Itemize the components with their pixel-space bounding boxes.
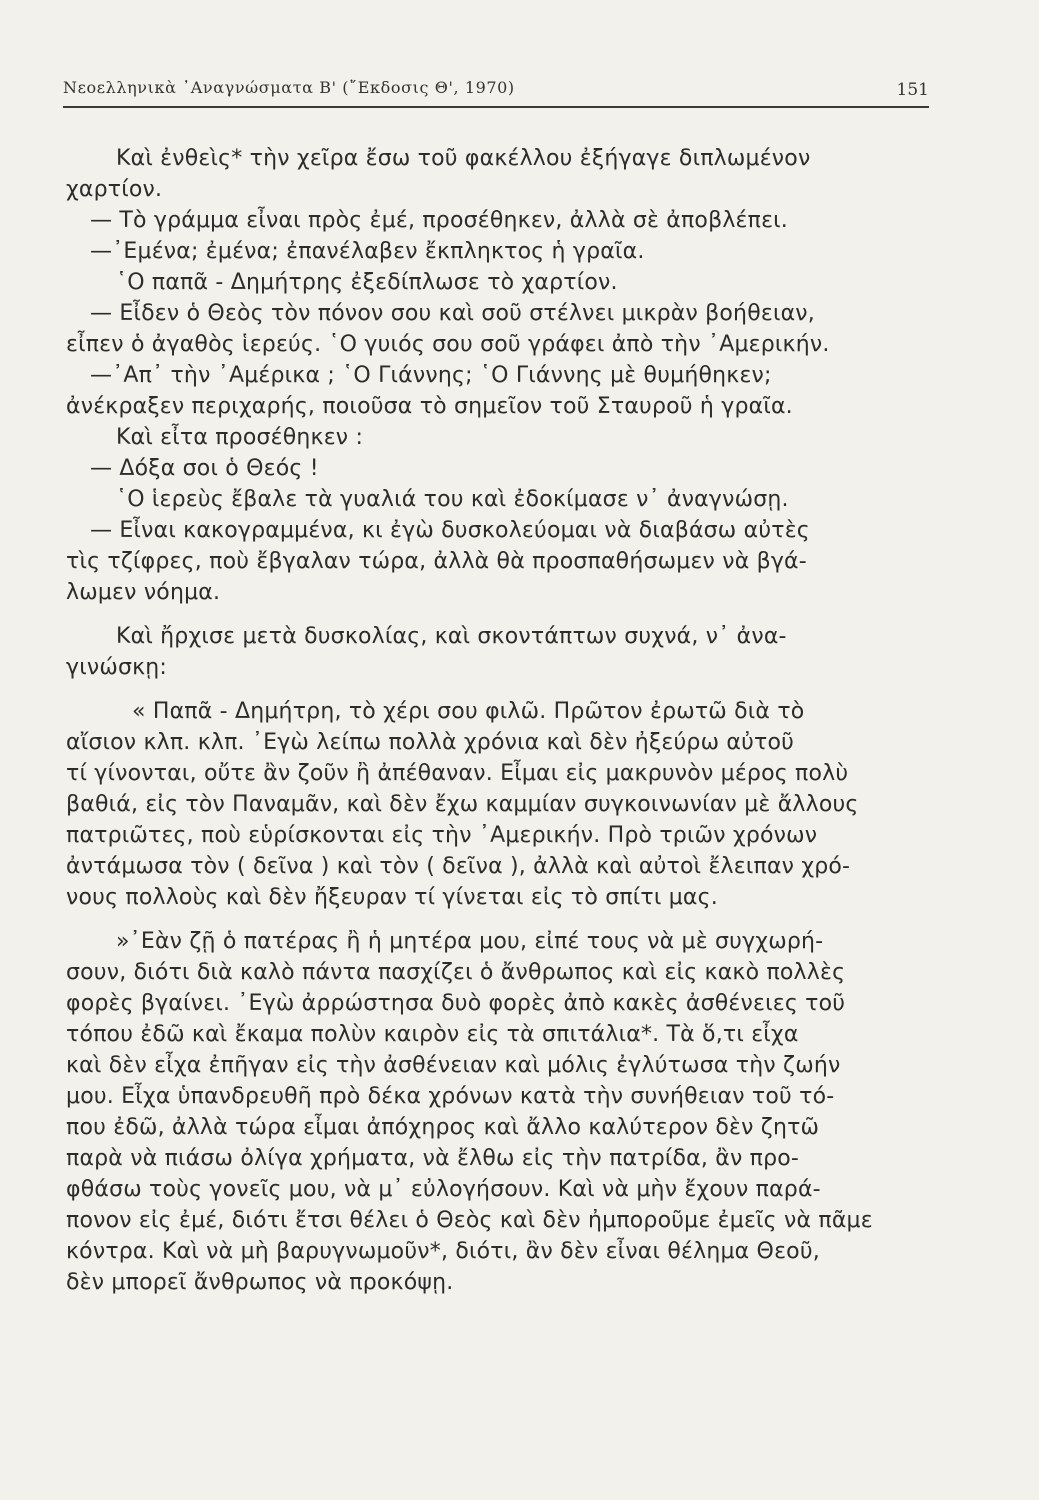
text-line: καὶ δὲν εἶχα ἐπῆγαν εἰς τὴν ἀσθένειαν καὶ μόλις ἐγλύτωσα τὴν ζωήν bbox=[66, 1053, 841, 1078]
text-line: που ἐδῶ, ἀλλὰ τώρα εἶμαι ἀπόχηρος καὶ ἄλλο καλύτερον δὲν ζητῶ bbox=[66, 1115, 820, 1140]
text-line: « Παπᾶ - Δημήτρη, τὸ χέρι σου φιλῶ. Πρῶτον ἐρωτῶ διὰ τὸ bbox=[132, 699, 805, 724]
text-line: βαθιά, εἰς τὸν Παναμᾶν, καὶ δὲν ἔχω καμμίαν συγκοινωνίαν μὲ ἄλλους bbox=[66, 792, 859, 817]
text-line: παρὰ νὰ πιάσω ὀλίγα χρήματα, νὰ ἔλθω εἰς τὴν πατρίδα, ἂν προ- bbox=[66, 1146, 800, 1171]
text-line: Καὶ εἶτα προσέθηκεν : bbox=[116, 425, 364, 450]
text-line: — Εἶναι κακογραμμένα, κι ἐγὼ δυσκολεύομαι νὰ διαβάσω αὐτὲς bbox=[90, 518, 810, 543]
text-line: — Δόξα σοι ὁ Θεός ! bbox=[90, 456, 319, 481]
text-line: λωμεν νόημα. bbox=[66, 580, 221, 605]
text-line: σουν, διότι διὰ καλὸ πάντα πασχίζει ὁ ἄνθρωπος καὶ εἰς κακὸ πολλὲς bbox=[66, 960, 846, 985]
text-line: γινώσκῃ: bbox=[66, 655, 168, 680]
text-line: δὲν μπορεῖ ἄνθρωπος νὰ προκόψῃ. bbox=[66, 1270, 454, 1295]
text-line: — Εἶδεν ὁ Θεὸς τὸν πόνον σου καὶ σοῦ στέλνει μικρὰν βοήθειαν, bbox=[90, 301, 815, 326]
text-line: τόπου ἐδῶ καὶ ἔκαμα πολὺν καιρὸν εἰς τὰ σπιτάλια*. Τὰ ὅ,τι εἶχα bbox=[66, 1022, 799, 1047]
text-line: εἶπεν ὁ ἀγαθὸς ἱερεύς. ῾Ο γυιός σου σοῦ γράφει ἀπὸ τὴν ᾿Αμερικήν. bbox=[66, 332, 830, 357]
text-line: πατριῶτες, ποὺ εὑρίσκονται εἰς τὴν ᾿Αμερικήν. Πρὸ τριῶν χρόνων bbox=[66, 823, 818, 848]
text-line: φθάσω τοὺς γονεῖς μου, νὰ μ᾿ εὐλογήσουν. Καὶ νὰ μὴν ἔχουν παρά- bbox=[66, 1177, 821, 1202]
text-line: ῾Ο ἱερεὺς ἔβαλε τὰ γυαλιά του καὶ ἐδοκίμασε ν᾿ ἀναγνώσῃ. bbox=[116, 487, 789, 512]
text-line: ῾Ο παπᾶ - Δημήτρης ἐξεδίπλωσε τὸ χαρτίον. bbox=[116, 270, 618, 295]
text-line: τὶς τζίφρες, ποὺ ἔβγαλαν τώρα, ἀλλὰ θὰ προσπαθήσωμεν νὰ βγά- bbox=[66, 549, 807, 574]
text-line: νους πολλοὺς καὶ δὲν ἤξευραν τί γίνεται εἰς τὸ σπίτι μας. bbox=[66, 885, 718, 910]
page-header bbox=[63, 72, 929, 108]
page-number: 151 bbox=[896, 80, 929, 100]
text-line: —᾿Απ᾿ τὴν ᾿Αμέρικα ; ῾Ο Γιάννης; ῾Ο Γιάννης μὲ θυμήθηκεν; bbox=[90, 363, 772, 388]
text-line: »᾿Εὰν ζῇ ὁ πατέρας ἢ ἡ μητέρα μου, εἰπέ τους νὰ μὲ συγχωρή- bbox=[116, 929, 824, 954]
body-text bbox=[66, 143, 910, 1298]
text-line: —᾿Εμένα; ἐμένα; ἐπανέλαβεν ἔκπληκτος ἡ γραῖα. bbox=[90, 239, 645, 264]
text-line: χαρτίον. bbox=[66, 177, 163, 202]
running-head: Νεοελληνικὰ ᾿Αναγνώσματα Β' (῎Εκδοσις Θ', 1970) bbox=[63, 78, 515, 97]
text-line: Καὶ ἐνθεὶς* τὴν χεῖρα ἔσω τοῦ φακέλλου ἐξήγαγε διπλωμένον bbox=[116, 146, 811, 171]
text-line: τί γίνονται, οὔτε ἂν ζοῦν ἢ ἀπέθαναν. Εἶμαι εἰς μακρυνὸν μέρος πολὺ bbox=[66, 761, 849, 786]
text-line: ἀνέκραξεν περιχαρής, ποιοῦσα τὸ σημεῖον τοῦ Σταυροῦ ἡ γραῖα. bbox=[66, 394, 793, 419]
text-line: αἴσιον κλπ. κλπ. ᾿Εγὼ λείπω πολλὰ χρόνια καὶ δὲν ἠξεύρω αὐτοῦ bbox=[66, 730, 795, 755]
text-line: — Τὸ γράμμα εἶναι πρὸς ἐμέ, προσέθηκεν, ἀλλὰ σὲ ἀποβλέπει. bbox=[90, 208, 789, 233]
text-line: ἀντάμωσα τὸν ( δεῖνα ) καὶ τὸν ( δεῖνα ), ἀλλὰ καὶ αὐτοὶ ἔλειπαν χρό- bbox=[66, 854, 851, 879]
text-line: κόντρα. Καὶ νὰ μὴ βαρυγνωμοῦν*, διότι, ἂν δὲν εἶναι θέλημα Θεοῦ, bbox=[66, 1239, 820, 1264]
text-line: πονον εἰς ἐμέ, διότι ἔτσι θέλει ὁ Θεὸς καὶ δὲν ἠμποροῦμε ἐμεῖς νὰ πᾶμε bbox=[66, 1208, 873, 1233]
text-line: Καὶ ἤρχισε μετὰ δυσκολίας, καὶ σκοντάπτων συχνά, ν᾿ ἀνα- bbox=[116, 624, 787, 649]
text-line: φορὲς βγαίνει. ᾿Εγὼ ἀρρώστησα δυὸ φορὲς ἀπὸ κακὲς ἀσθένειες τοῦ bbox=[66, 991, 846, 1016]
text-line: μου. Εἶχα ὑπανδρευθῆ πρὸ δέκα χρόνων κατὰ τὴν συνήθειαν τοῦ τό- bbox=[66, 1084, 835, 1109]
